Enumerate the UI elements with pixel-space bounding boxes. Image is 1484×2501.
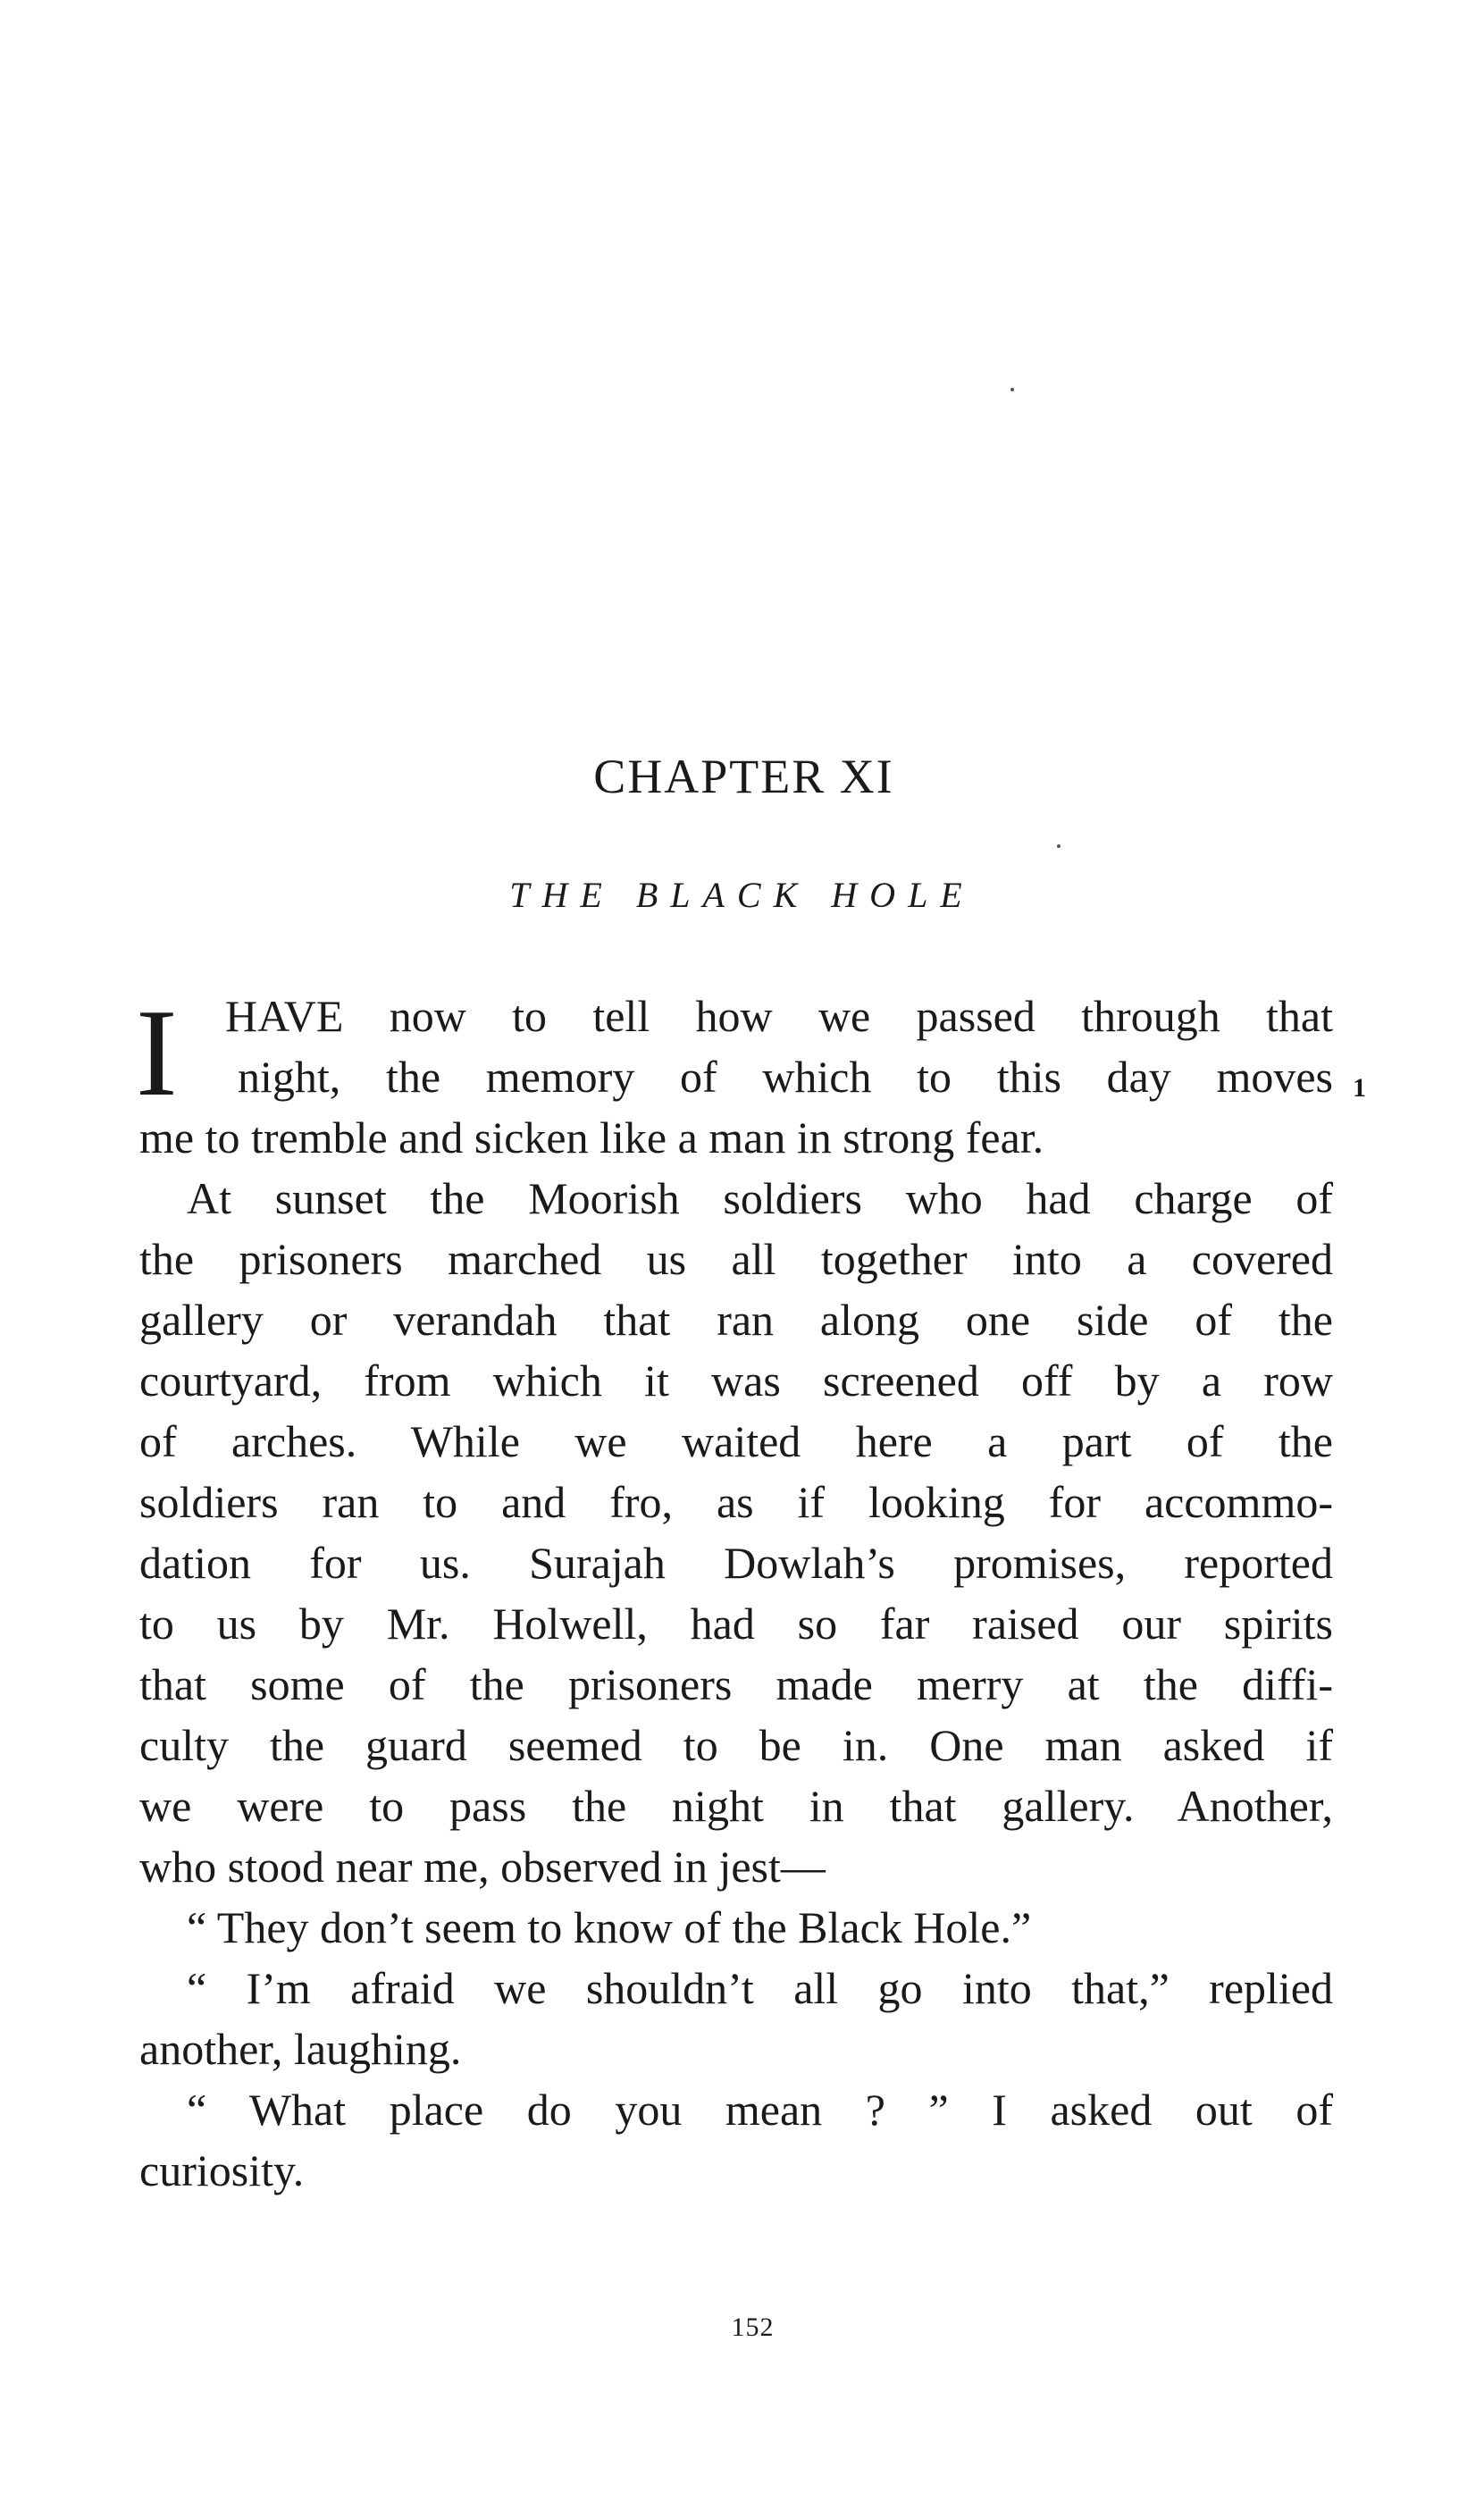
text-line: “ What place do you mean ? ” I asked out of [187,2085,1333,2135]
text-line: HAVE now to tell how we passed through that [225,991,1333,1041]
chapter-title: THE BLACK HOLE [509,875,975,915]
text-line: “ I’m afraid we shouldn’t all go into that,” replied [187,1963,1333,2013]
text-line: another, laughing. [139,2024,462,2074]
print-speck [1057,844,1061,848]
text-line: courtyard, from which it was screened off by a row [139,1355,1333,1406]
text-line: me to tremble and sicken like a man in strong fear. [139,1112,1044,1162]
text-line: culty the guard seemed to be in. One man asked if [139,1720,1333,1770]
text-line: curiosity. [139,2145,305,2195]
paragraph [139,2079,1333,2201]
text-line: gallery or verandah that ran along one side of the [139,1295,1333,1345]
text-line: we were to pass the night in that gallery. Another, [139,1781,1333,1831]
text-line: dation for us. Surajah Dowlah’s promises, reported [139,1538,1333,1588]
page-number: 152 [731,2312,775,2342]
text-line: who stood near me, observed in jest— [139,1842,826,1892]
text-line: the prisoners marched us all together into a covered [139,1234,1333,1284]
text-line: “ They don’t seem to know of the Black Hole.” [187,1902,1032,1952]
text-line: night, the memory of which to this day moves [238,1052,1333,1102]
text-line: soldiers ran to and fro, as if looking for accommo- [139,1477,1333,1527]
text-line: of arches. While we waited here a part of the [139,1416,1333,1466]
drop-cap: I [136,984,178,1122]
paragraph [139,1958,1333,2079]
paragraph [139,1168,1333,1897]
text-line: to us by Mr. Holwell, had so far raised our spirits [139,1599,1333,1649]
print-speck [1010,388,1014,391]
paragraph [136,984,1333,1168]
paragraph [139,1897,1333,1958]
text-line: At sunset the Moorish soldiers who had charge of [187,1173,1333,1223]
chapter-heading: CHAPTER XI [593,750,894,803]
chapter-body [136,984,1333,2201]
text-line: that some of the prisoners made merry at the diffi- [139,1659,1333,1709]
margin-mark: 1 [1353,1073,1366,1103]
